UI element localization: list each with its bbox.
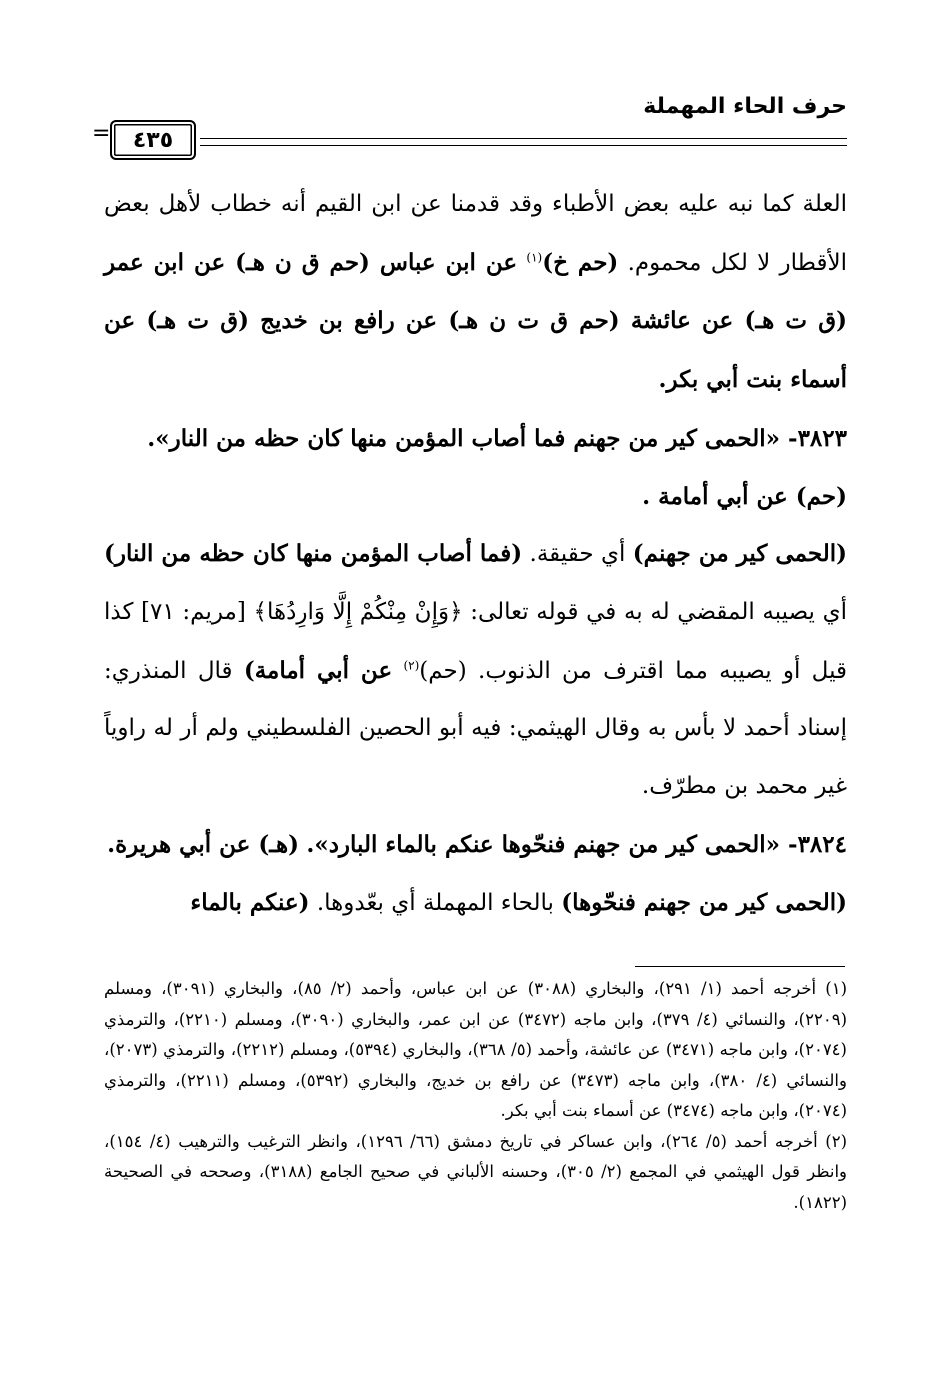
commentary-text: أي حقيقة. (529, 541, 626, 568)
page-number-frame (110, 120, 196, 160)
page-number: ٤٣٥ (132, 127, 174, 153)
header-rule (200, 138, 847, 146)
source-code: (حم) (419, 657, 467, 684)
footnote-ref-2: (٢) (403, 657, 420, 672)
hadith-3824-source: (هـ) عن أبي هريرة. (107, 830, 299, 858)
footnote-separator (635, 966, 845, 967)
source-list: عن ابن عباس (حم ق ن هـ) عن ابن عمر (ق ت هـ) عن عائشة (حم ق ت ن هـ) عن رافع بن خديج (ق ت هـ) عن أسماء بنت أبي بكر. (104, 248, 847, 394)
footnote-1: (١) أخرجه أحمد (١/ ٢٩١)، والبخاري (٣٠٨٨) عن ابن عباس، وأحمد (٢/ ٨٥)، والبخاري (٣٠٩١)، ومسلم (٢٢٠٩)، والنسائي (٤/ ٣٧٩)، وابن ماجه (٣٤٧٢) عن ابن عمر، والبخاري (٣٠٩٠)، ومسلم (٢٢١٠)، والترمذي (٢٠٧٤)، وابن ماجه (٣٤٧١) عن عائشة، وأحمد (٥/ ٣٦٨)، والبخاري (٥٣٩٤)، ومسلم (٢٢١٢)، والترمذي (٢٠٧٣)، والنسائي (٤/ ٣٨٠)، وابن ماجه (٣٤٧٣) عن رافع بن خديج، والبخاري (٥٣٩٢)، ومسلم (٢٢١١)، والترمذي (٢٠٧٤)، وابن ماجه (٣٤٧٤) عن أسماء بنت أبي بكر. (104, 979, 848, 1120)
hadith-3824-text: ٣٨٢٤- «الحمى كير من جهنم فنحّوها عنكم بالماء البارد». (306, 830, 847, 858)
running-title: حرف الحاء المهملة (643, 94, 847, 119)
paragraph-text: العلة كما نبه عليه بعض الأطباء وقد قدمنا عن ابن القيم أنه خطاب لأهل بعض الأقطار لا لكل محموم. (104, 191, 848, 276)
hadith-3824 (104, 816, 847, 875)
commentary-3824 (104, 874, 847, 933)
commentary-3823 (104, 525, 847, 816)
lemma: (عنكم بالماء (190, 889, 310, 917)
footnotes (104, 974, 847, 1218)
footnote-2: (٢) أخرجه أحمد (٥/ ٢٦٤)، وابن عساكر في تاريخ دمشق (٦٦/ ١٢٩٦)، وانظر الترغيب والترهيب (٤/ ١٥٤)، وانظر قول الهيثمي في المجمع (٢/ ٣٠٥)، وحسنه الألباني في صحيح الجامع (٣١٨٨)، وصححه في الصحيحة (١٨٢٢). (104, 1131, 847, 1212)
paragraph-continuation (104, 176, 847, 410)
source-code: (حم خ) (542, 248, 619, 276)
hadith-3823: ٣٨٢٣- «الحمى كير من جهنم فما أصاب المؤمن منها كان حظه من النار». (147, 424, 847, 452)
commentary-text: بالحاء المهملة أي بعّدوها. (316, 890, 554, 917)
lemma: (الحمى كير من جهنم فنحّوها) (561, 889, 847, 917)
main-text (104, 176, 847, 933)
lemma: (الحمى كير من جهنم) (632, 540, 848, 568)
hadith-3823-source: (حم) عن أبي أمامة . (642, 482, 847, 510)
commentary-text: قال المنذري: إسناد أحمد لا بأس به وقال الهيثمي: فيه أبو الحصين الفلسطيني ولم أر له راوياً غير محمد بن مطرّف. (104, 657, 847, 800)
lemma: عن أبي أمامة) (243, 656, 393, 684)
header-ornament: = (92, 121, 111, 146)
commentary-text: أي يصيبه المقضي له به في قوله تعالى: ﴿وَإِنْ مِنْكُمْ إِلَّا وَارِدُهَا﴾ [مريم: ٧١] كذا قيل أو يصيبه مما اقترف من الذنوب. (104, 598, 848, 684)
lemma: (فما أصاب المؤمن منها كان حظه من النار) (104, 540, 523, 568)
footnote-ref-1: (١) (526, 250, 543, 265)
